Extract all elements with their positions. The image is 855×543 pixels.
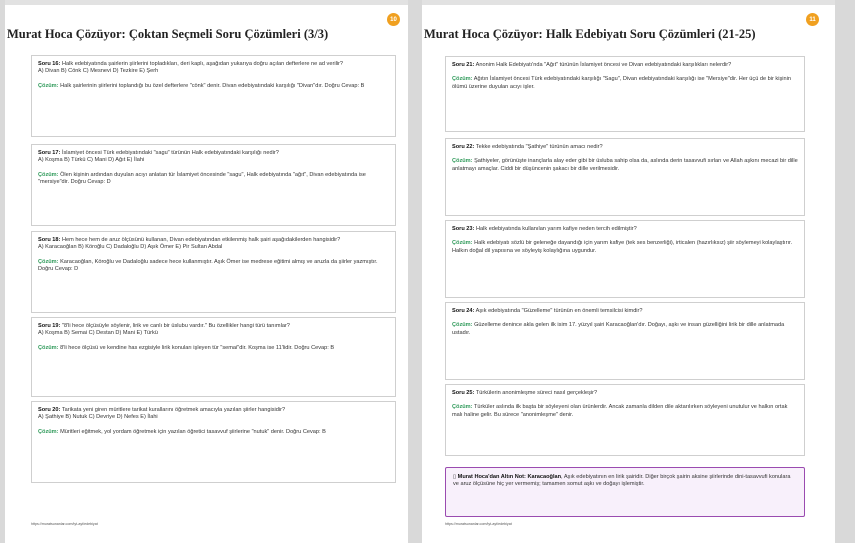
solution-text: Çözüm: Ağıtın İslamiyet öncesi Türk edebiyatındaki karşılığı "Sagu", Divan edebiyatındaki karşılığı ise "Mersiye"dir. Her üçü de bir kişinin ölümü üzerine duyulan acıyı işler. <box>452 76 791 90</box>
page-title: Murat Hoca Çözüyor: Halk Edebiyatı Soru Çözümleri (21-25) <box>424 27 756 41</box>
question-card-25 <box>445 384 805 456</box>
solution-text: Çözüm: Halk edebiyatı sözlü bir geleneğe dayandığı için yarım kafiye (tek ses benzerliği), irticalen (hazırlıksız) şiir söylemeyi kolaylaştırır. Halkın doğal dil yapısına ve söyleyiş kolaylığına uygundur. <box>452 240 793 254</box>
viewer-background-strip <box>840 0 847 543</box>
page-footer-url: https://muratsunanlar.com/tyt-ayt/edebiyat <box>445 522 512 526</box>
note-icon: ▯ <box>453 474 457 480</box>
question-card-22 <box>445 138 805 216</box>
question-card-21 <box>445 56 805 132</box>
question-card-20 <box>31 401 396 483</box>
page-top-strip <box>5 0 408 5</box>
question-card-23 <box>445 220 805 298</box>
question-card-17 <box>31 144 396 226</box>
solution-text: Çözüm: Türküler aslında ilk başta bir söyleyeni olan ürünlerdir. Ancak zamanla dilden dile aktarılırken söyleyeni unutulur ve halkın ortak malı haline gelir. Bu sürece "anonimleşme" denir. <box>452 404 788 418</box>
question-options: A) Divan B) Cönk C) Mesnevi D) Tezkire E) Şerh <box>38 68 159 75</box>
question-card-19 <box>31 317 396 397</box>
question-options: A) Koşma B) Semai C) Destan D) Mani E) Türkü <box>38 330 158 337</box>
solution-text: Çözüm: Güzelleme denince akla gelen ilk isim 17. yüzyıl şairi Karacaoğlan'dır. Doğayı, aşkı ve insan güzelliğini lirik bir dille anlatmada ustadır. <box>452 322 785 336</box>
question-options: A) Karacaoğlan B) Köroğlu C) Dadaloğlu D) Aşık Ömer E) Pir Sultan Abdal <box>38 244 223 251</box>
page-top-strip <box>422 0 835 5</box>
page-footer-url: https://muratsunanlar.com/tyt-ayt/edebiyat <box>31 522 98 526</box>
note-title: Murat Hoca'dan Altın Not: Karacaoğlan <box>457 474 562 480</box>
page-number-badge: 11 <box>806 13 819 26</box>
right-page <box>422 0 835 543</box>
question-options: A) Şathiye B) Nutuk C) Devriye D) Nefes E) İlahi <box>38 414 158 421</box>
solution-text: Çözüm: Şathiyeler, görünüşte inançlarla alay eder gibi bir üslubа sahip olsa da, aslında derin tasavvufi sırları ve Allah aşkını mecazi bir dille anlatmayı amaçlar. Ciddi bir düşüncenin şakacı bir dille verilmesidir. <box>452 158 798 172</box>
solution-text: Çözüm: Ölen kişinin ardından duyulan acıyı anlatan tür İslamiyet öncesinde "sagu", Halk edebiyatında "ağıt", Divan edebiyatında ise "mersiye"dir. Doğru Cevap: D <box>38 171 366 185</box>
page-title: Murat Hoca Çözüyor: Çoktan Seçmeli Soru Çözümleri (3/3) <box>7 27 329 41</box>
solution-text: Çözüm: Müritleri eğitmek, yol yordam öğretmek için yazılan öğretici tasavvuf şiirlerine "nutuk" denir. Doğru Cevap: B <box>38 428 326 435</box>
question-card-24 <box>445 302 805 380</box>
page-number-badge: 10 <box>387 13 400 26</box>
question-text: Soru 21: Anonim Halk Edebiyatı'nda "Ağıt" türünün İslamiyet öncesi ve Divan edebiyatındaki karşılıkları nelerdir? <box>452 62 732 68</box>
golden-note-box <box>445 467 805 517</box>
solution-text: Çözüm: 8'li hece ölçüsü ve kendine has ezgisiyle lirik konuları işleyen tür "semai"dir. Koşma ise 11'lidir. Doğru Cevap: B <box>38 344 335 351</box>
question-options: A) Koşma B) Türkü C) Mani D) Ağıt E) İlahi <box>38 157 145 164</box>
question-card-16 <box>31 55 396 137</box>
question-text: Soru 22: Tekke edebiyatında "Şathiye" türünün amacı nedir? <box>452 144 603 150</box>
solution-text: Çözüm: Karacaoğlan, Köroğlu ve Dadaloğlu sadece hece kullanmıştır. Aşık Ömer ise medrese eğitimi almış ve aruzla da şiirler yazmıştır. Doğru Cevap: D <box>38 258 378 272</box>
left-page <box>5 0 408 543</box>
question-text: Soru 18: Hem hece hem de aruz ölçüsünü kullanan, Divan edebiyatından etkilenmiş halk şairi aşağıdakilerden hangisidir? <box>38 237 341 243</box>
question-text: Soru 25: Türkülerin anonimleşme süreci nasıl gerçekleşir? <box>452 390 598 396</box>
question-text: Soru 24: Aşık edebiyatında "Güzelleme" türünün en önemli temsilcisi kimdir? <box>452 308 643 314</box>
note-text: , Aşık edebiyatının en lirik şairidir. Diğer birçok şairin aksine şiirlerinde dini-tasavvufi konulara ve aruz ölçüsüne hiç yer vermemiş; tamamen somut aşkı ve doğayı işlemiştir. <box>453 474 791 488</box>
question-text: Soru 19: "8'li hece ölçüsüyle söylenir, lirik ve canlı bir üslubu vardır." Bu özellikler hangi türü tanımlar? <box>38 323 290 329</box>
question-text: Soru 20: Tarikata yeni giren müritlere tarikat kurallarını öğretmek amacıyla yazılan şiirler hangisidir? <box>38 407 286 413</box>
question-card-18 <box>31 231 396 313</box>
question-text: Soru 17: İslamiyet öncesi Türk edebiyatındaki "sagu" türünün Halk edebiyatındaki karşılığı nedir? <box>38 150 279 156</box>
question-text: Soru 16: Halk edebiyatında şairlerin şiirlerini topladıkları, deri kaplı, aşağıdan yukarıya doğru açılan defterlere ne ad verilir? <box>38 61 344 67</box>
question-text: Soru 23: Halk edebiyatında kullanılan yarım kafiye neden tercih edilmiştir? <box>452 226 637 232</box>
solution-text: Çözüm: Halk şairlerinin şiirlerini toplandığı bu özel defterlere "cönk" denir. Divan edebiyatındaki karşılığı "Divan"dır. Doğru Cevap: B <box>38 82 365 89</box>
